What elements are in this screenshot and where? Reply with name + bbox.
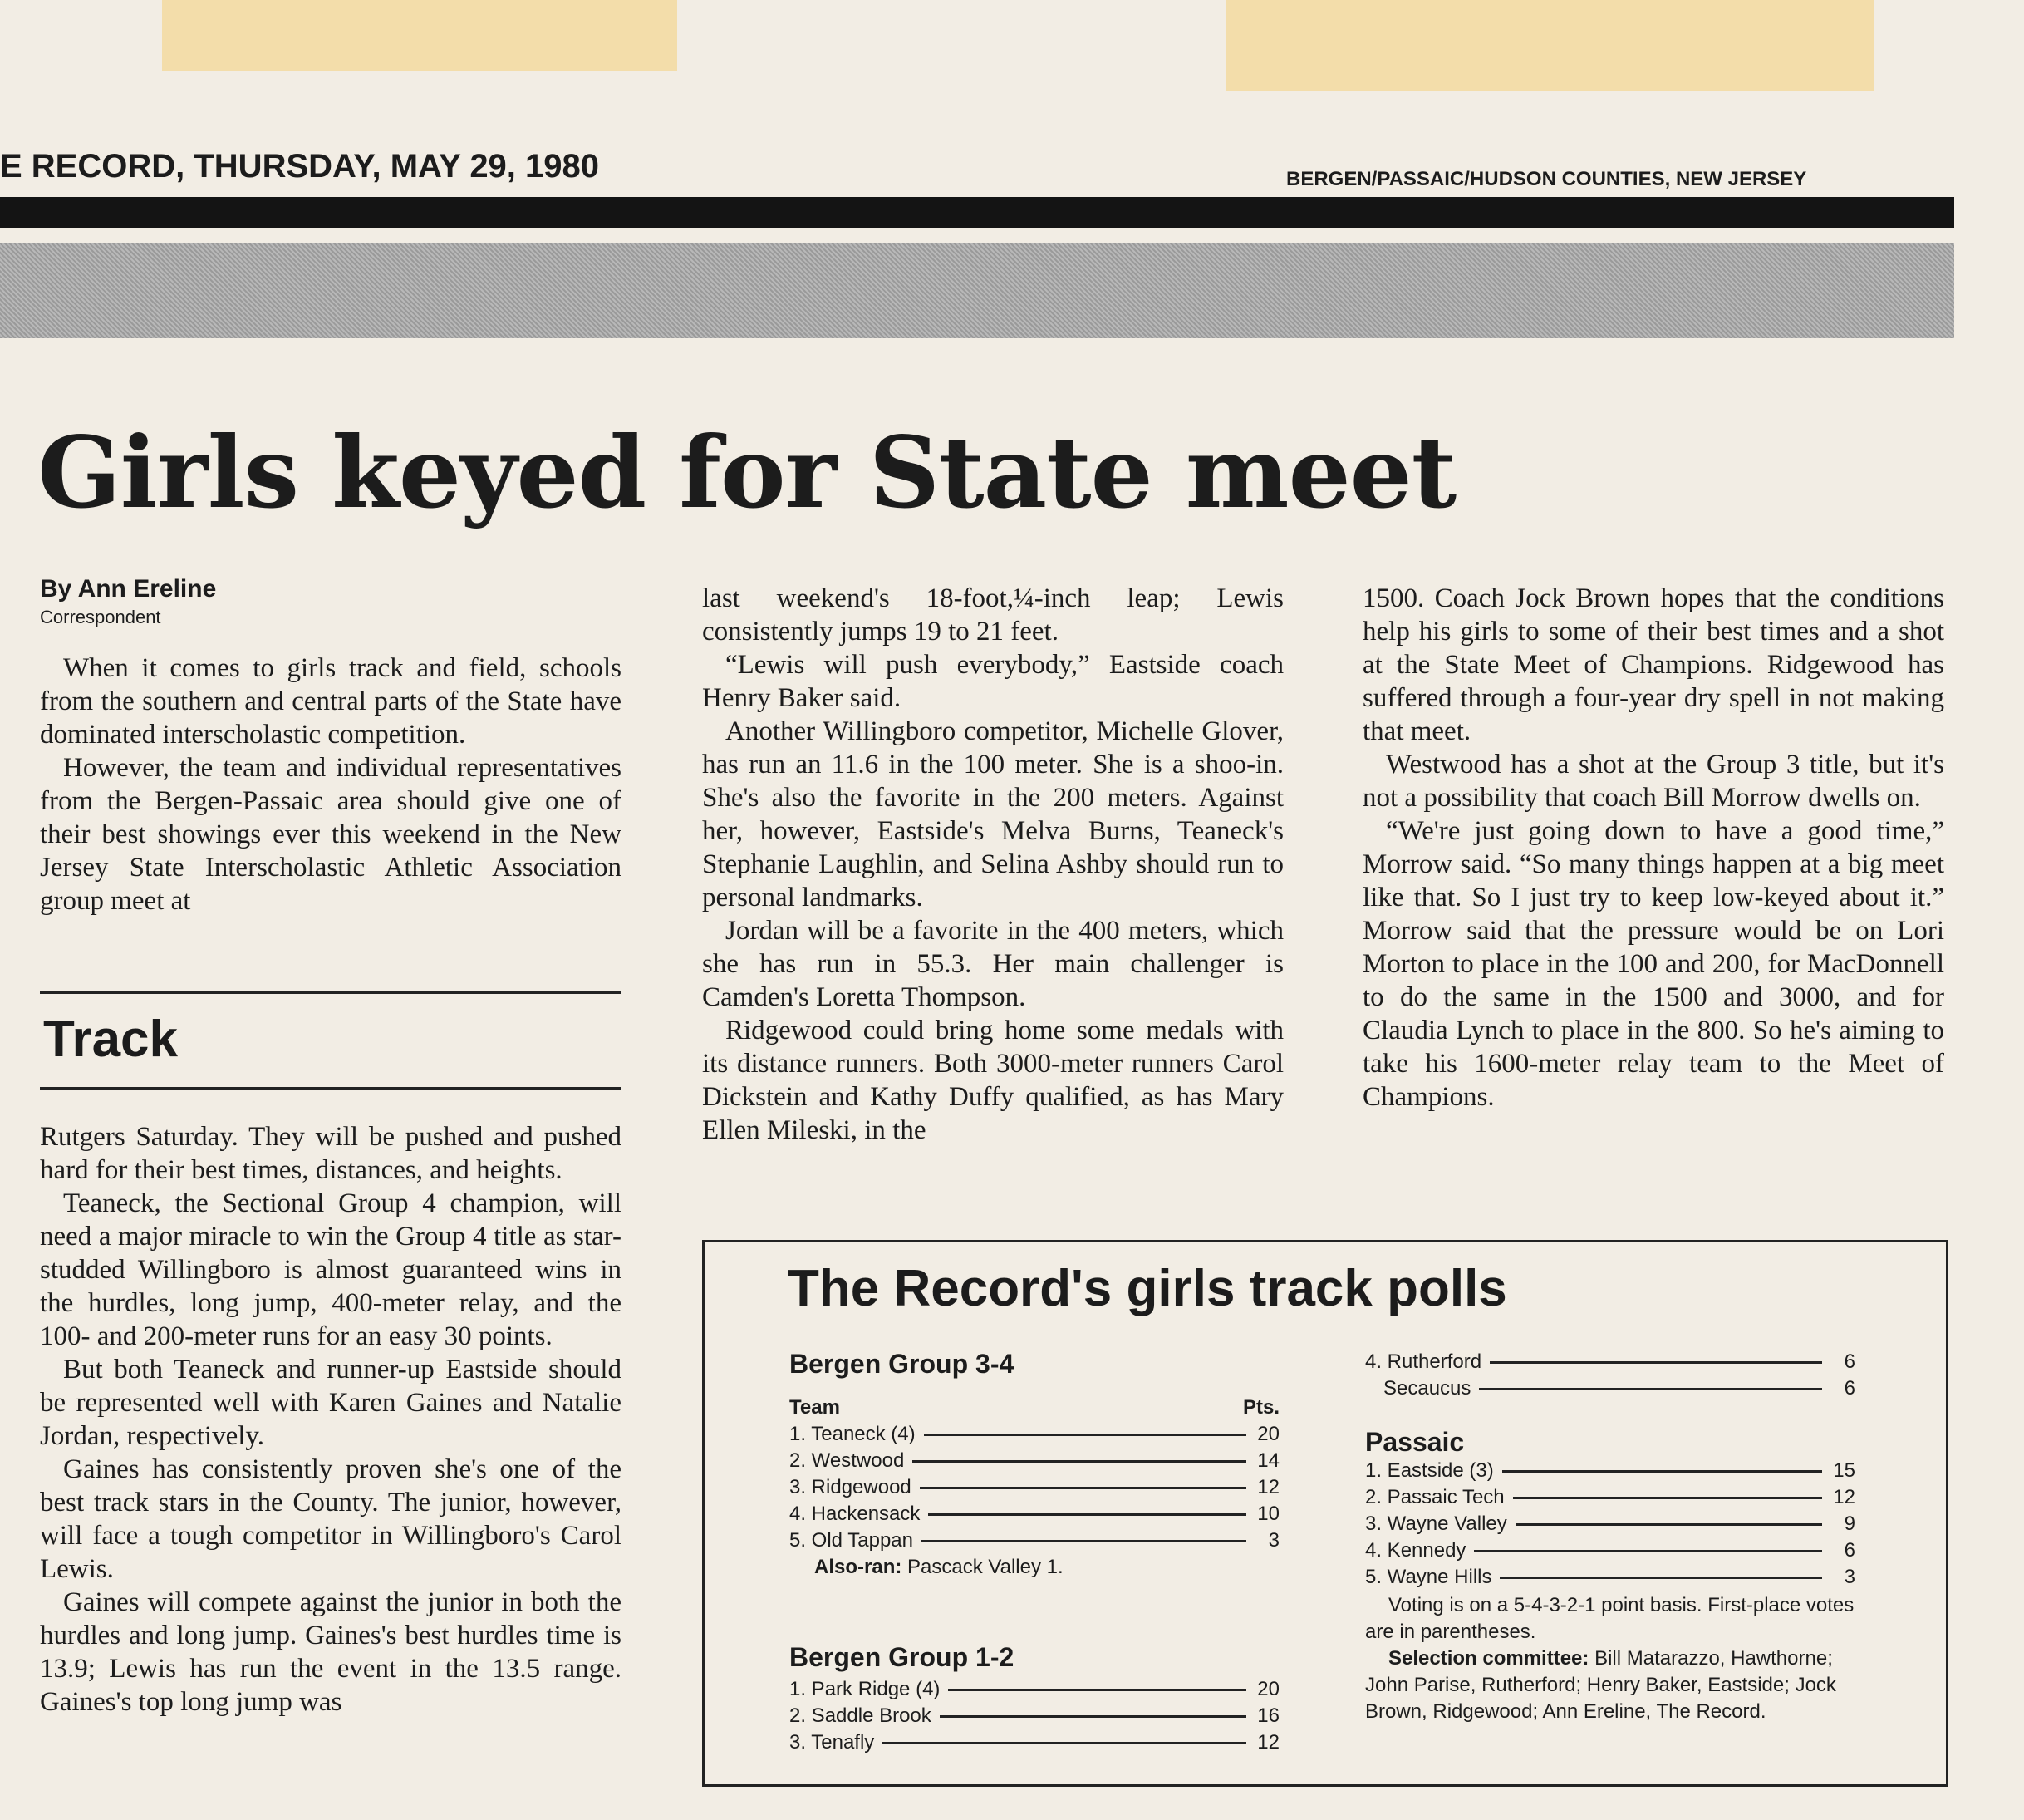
- headline: Girls keyed for State meet: [37, 415, 1457, 530]
- poll-row: [1365, 1349, 1855, 1375]
- team-name: 4. Kennedy: [1365, 1539, 1466, 1562]
- tape-left: [162, 0, 677, 71]
- leader-line: [1500, 1577, 1822, 1579]
- passaic-heading: Passaic: [1365, 1427, 1465, 1457]
- team-points: 20: [1257, 1423, 1280, 1445]
- paragraph: Westwood has a shot at the Group 3 title, but it's not a possibility that coach Bill Morrow dwells on.: [1363, 750, 1944, 813]
- team-points: 6: [1844, 1377, 1855, 1399]
- team-points: 12: [1257, 1731, 1280, 1754]
- team-name: 2. Westwood: [789, 1449, 905, 1472]
- poll-row: [789, 1676, 1280, 1703]
- leader-line: [948, 1689, 1246, 1691]
- masthead-rule: [0, 197, 1954, 228]
- paragraph: “Lewis will push everybody,” Eastside coach Henry Baker said.: [702, 650, 1284, 713]
- team-points: 3: [1268, 1529, 1280, 1552]
- column-1: [40, 575, 621, 917]
- leader-line: [1513, 1497, 1822, 1499]
- bergen-12-heading: Bergen Group 1-2: [789, 1642, 1014, 1672]
- paragraph: Gaines will compete against the junior in both the hurdles and long jump. Gaines's best hurdles time is 13.9; Lewis has run the event in the 13.5 range. Gaines's top long jump was: [40, 1587, 621, 1717]
- section-label: Track: [43, 1011, 179, 1068]
- team-points: 20: [1257, 1678, 1280, 1700]
- leader-line: [1479, 1388, 1822, 1390]
- team-name: 1. Teaneck (4): [789, 1423, 916, 1445]
- team-points: 10: [1257, 1503, 1280, 1525]
- polls-left-column: [789, 1349, 1280, 1756]
- team-name: 5. Old Tappan: [789, 1529, 914, 1552]
- selection-committee: [1365, 1645, 1855, 1725]
- polls-right-column: [1365, 1349, 1855, 1725]
- section-rule-bottom: [40, 1087, 621, 1090]
- polls-title: The Record's girls track polls: [788, 1260, 1507, 1317]
- team-points: 15: [1833, 1459, 1855, 1482]
- team-name: 2. Passaic Tech: [1365, 1486, 1505, 1508]
- paragraph: But both Teaneck and runner-up Eastside should be represented well with Karen Gaines and Natalie Jordan, respectively.: [40, 1355, 621, 1451]
- tape-right: [1226, 0, 1874, 91]
- leader-line: [882, 1742, 1246, 1744]
- paragraph: “We're just going down to have a good time,” Morrow said. “So many things happen at a big meet like that. So I just try to keep low-keyed about it.” Morrow said that the pressure would be on Lori Morton to place in the 100 and 200, for MacDonnell to do the same in the 1500 and 3000, and for Claudia Lynch to place in the 800. So he's aiming to take his 1600-meter relay team to the Meet of Champions.: [1363, 816, 1944, 1112]
- banner-screen: [0, 243, 1954, 338]
- paragraph: Ridgewood could bring home some medals with its distance runners. Both 3000-meter runners Carol Dickstein and Kathy Duffy qualified, as has Mary Ellen Mileski, in the: [702, 1016, 1284, 1145]
- team-name: 2. Saddle Brook: [789, 1704, 931, 1727]
- paragraph: However, the team and individual representatives from the Bergen-Passaic area should give one of their best showings ever this weekend in the New Jersey State Interscholastic Athletic Association group meet at: [40, 753, 621, 916]
- bergen-34-header-row: [789, 1395, 1280, 1421]
- points-column-label: Pts.: [1242, 1396, 1280, 1419]
- poll-row: [1365, 1458, 1855, 1484]
- leader-line: [912, 1460, 1246, 1463]
- poll-row: [1365, 1484, 1855, 1511]
- team-name: 1. Park Ridge (4): [789, 1678, 941, 1700]
- leader-line: [1490, 1361, 1822, 1364]
- team-name: 5. Wayne Hills: [1365, 1566, 1492, 1588]
- poll-row: [789, 1474, 1280, 1501]
- column-3: [1363, 582, 1944, 1114]
- masthead-date: E RECORD, THURSDAY, MAY 29, 1980: [0, 148, 600, 184]
- committee-members: Bill Matarazzo, Hawthorne; John Parise, Rutherford; Henry Baker, Eastside; Jock Brown, Ridgewood; Ann Ereline, The Record.: [1365, 1647, 1836, 1723]
- column-2: [702, 582, 1284, 1147]
- team-name: 4. Hackensack: [789, 1503, 921, 1525]
- team-name: 3. Ridgewood: [789, 1476, 911, 1498]
- team-name: Secaucus: [1383, 1377, 1471, 1399]
- paragraph: Gaines has consistently proven she's one of the best track stars in the County. The junior, however, will face a tough competitor in Willingboro's Carol Lewis.: [40, 1454, 621, 1584]
- poll-row: [789, 1527, 1280, 1554]
- poll-row: [1365, 1375, 1855, 1402]
- poll-row: [789, 1448, 1280, 1474]
- team-points: 16: [1257, 1704, 1280, 1727]
- poll-row: [789, 1729, 1280, 1756]
- team-points: 9: [1844, 1513, 1855, 1535]
- committee-label: Selection committee:: [1388, 1647, 1589, 1670]
- paragraph: Teaneck, the Sectional Group 4 champion, will need a major miracle to win the Group 4 title as star-studded Willingboro is almost guaranteed wins in the hurdles, long jump, 400-meter relay, and the 100- and 200-meter runs for an easy 30 points.: [40, 1188, 621, 1351]
- team-column-label: Team: [789, 1396, 840, 1419]
- poll-row: [1365, 1537, 1855, 1564]
- byline-author: By Ann Ereline: [40, 575, 217, 603]
- poll-row: [789, 1501, 1280, 1527]
- leader-line: [1502, 1470, 1822, 1473]
- poll-row: [1365, 1511, 1855, 1537]
- leader-line: [928, 1513, 1246, 1516]
- poll-row: [789, 1703, 1280, 1729]
- paragraph: When it comes to girls track and field, schools from the southern and central parts of the State have dominated interscholastic competition.: [40, 653, 621, 750]
- leader-line: [921, 1540, 1246, 1542]
- team-points: 12: [1833, 1486, 1855, 1508]
- leader-line: [940, 1715, 1246, 1718]
- team-points: 6: [1844, 1539, 1855, 1562]
- team-name: 4. Rutherford: [1365, 1350, 1482, 1373]
- bergen-34-heading: Bergen Group 3-4: [789, 1349, 1014, 1379]
- also-ran: [789, 1554, 1280, 1581]
- column-1-bottom: [40, 1120, 621, 1719]
- paragraph: Jordan will be a favorite in the 400 meters, which she has run in 55.3. Her main challenger is Camden's Loretta Thompson.: [702, 916, 1284, 1012]
- leader-line: [1474, 1550, 1822, 1552]
- paragraph: 1500. Coach Jock Brown hopes that the conditions help his girls to some of their best times and a shot at the State Meet of Champions. Ridgewood has suffered through a four-year dry spell in not making that meet.: [1363, 583, 1944, 746]
- team-points: 12: [1257, 1476, 1280, 1498]
- masthead-region: BERGEN/PASSAIC/HUDSON COUNTIES, NEW JERSEY: [1286, 168, 1807, 190]
- also-ran-teams: Pascack Valley 1.: [907, 1556, 1064, 1578]
- paragraph: Rutgers Saturday. They will be pushed and pushed hard for their best times, distances, and heights.: [40, 1122, 621, 1185]
- column-1-top: [40, 652, 621, 917]
- leader-line: [924, 1434, 1246, 1436]
- poll-row: [789, 1421, 1280, 1448]
- team-points: 3: [1844, 1566, 1855, 1588]
- voting-note: Voting is on a 5-4-3-2-1 point basis. First-place votes are in parentheses.: [1365, 1594, 1855, 1643]
- paragraph: last weekend's 18-foot,¼-inch leap; Lewis consistently jumps 19 to 21 feet.: [702, 583, 1284, 647]
- team-points: 14: [1257, 1449, 1280, 1472]
- team-name: 3. Wayne Valley: [1365, 1513, 1507, 1535]
- team-name: 3. Tenafly: [789, 1731, 875, 1754]
- section-rule-top: [40, 991, 621, 994]
- team-points: 6: [1844, 1350, 1855, 1373]
- paragraph: Another Willingboro competitor, Michelle Glover, has run an 11.6 in the 100 meter. She is a shoo-in. She's also the favorite in the 200 meters. Against her, however, Eastside's Melva Burns, Teaneck's Stephanie Laughlin, and Selina Ashby should run to personal landmarks.: [702, 716, 1284, 912]
- leader-line: [1516, 1523, 1822, 1526]
- byline-title: Correspondent: [40, 607, 161, 627]
- leader-line: [920, 1487, 1246, 1489]
- polls-box: [702, 1240, 1948, 1787]
- poll-row: [1365, 1564, 1855, 1591]
- also-ran-label: Also-ran:: [814, 1556, 902, 1578]
- team-name: 1. Eastside (3): [1365, 1459, 1494, 1482]
